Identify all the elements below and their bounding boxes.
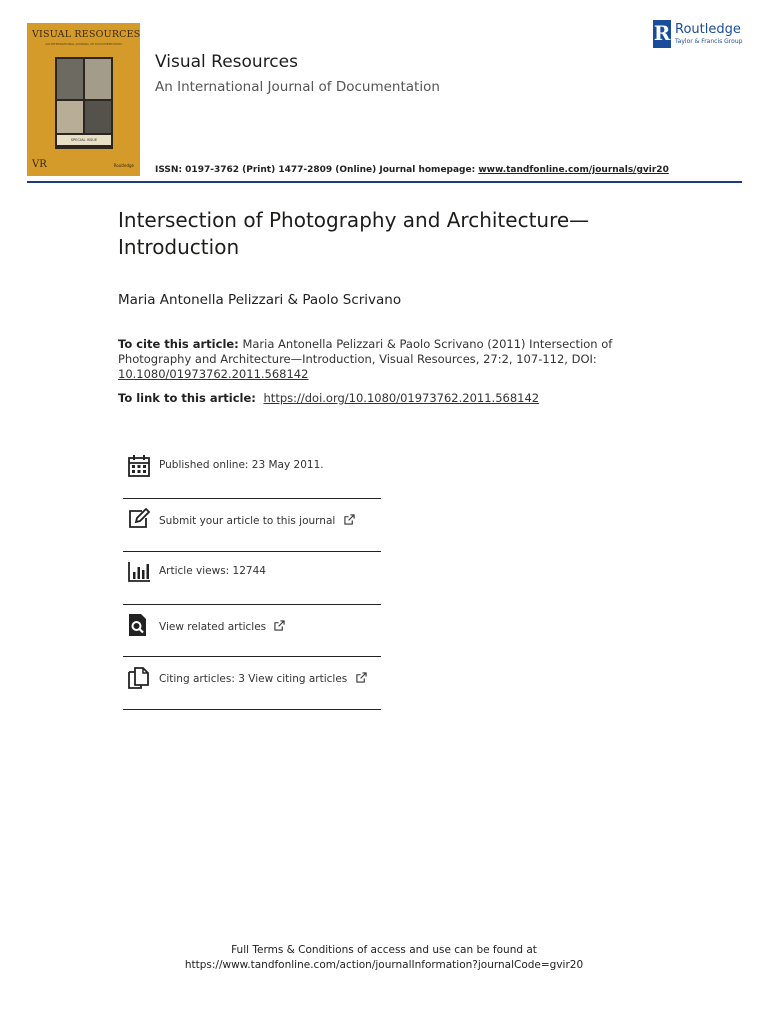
submit-article-link[interactable]	[159, 514, 355, 527]
article-doi-url[interactable]: https://doi.org/10.1080/01973762.2011.568142	[263, 391, 540, 405]
cover-publisher: Routledge	[113, 163, 134, 168]
journal-cover	[27, 23, 140, 176]
cover-logo: VR	[32, 159, 47, 170]
calendar-icon	[127, 454, 151, 478]
header-divider	[27, 181, 742, 183]
footer	[0, 943, 768, 973]
related-articles-link[interactable]	[159, 620, 285, 633]
article-title-line1: Intersection of Photography and Architecture—	[118, 208, 590, 232]
journal-homepage-link[interactable]: www.tandfonline.com/journals/gvir20	[478, 165, 669, 175]
cover-photos	[55, 57, 113, 149]
issn-text: ISSN: 0197-3762 (Print) 1477-2809 (Online) Journal homepage:	[155, 165, 476, 175]
citation-label: To cite this article:	[118, 337, 239, 351]
related-articles-label: View related articles	[159, 621, 267, 633]
edit-icon	[127, 507, 151, 531]
citing-documents-icon	[127, 665, 151, 689]
cover-photo	[57, 59, 83, 99]
citation-block	[118, 337, 638, 382]
article-authors: Maria Antonella Pelizzari & Paolo Scrivano	[118, 292, 402, 308]
publisher-name: Routledge	[675, 22, 741, 37]
citation-doi-link[interactable]: 10.1080/01973762.2011.568142	[118, 367, 309, 381]
cover-photo	[85, 101, 111, 133]
divider	[123, 604, 381, 605]
bar-chart-icon	[127, 560, 151, 584]
divider	[123, 551, 381, 552]
search-document-icon	[127, 613, 151, 637]
external-link-icon	[344, 514, 355, 525]
published-online: Published online: 23 May 2011.	[159, 459, 324, 471]
article-link-line	[118, 391, 539, 405]
publisher-group: Taylor & Francis Group	[675, 38, 743, 45]
routledge-mark-icon: R	[653, 20, 671, 48]
article-title	[118, 207, 678, 261]
citing-articles-link[interactable]	[159, 672, 367, 685]
cover-subtitle: AN INTERNATIONAL JOURNAL OF DOCUMENTATION	[45, 42, 122, 46]
divider	[123, 709, 381, 710]
cover-photo	[57, 101, 83, 133]
article-title-line2: Introduction	[118, 235, 240, 259]
citing-articles-label: Citing articles: 3 View citing articles	[159, 673, 348, 685]
journal-title: Visual Resources	[155, 52, 298, 72]
footer-terms: Full Terms & Conditions of access and use can be found at	[231, 944, 537, 956]
article-views: Article views: 12744	[159, 565, 266, 577]
divider	[123, 498, 381, 499]
article-link-label: To link to this article:	[118, 391, 256, 405]
external-link-icon	[274, 620, 285, 631]
submit-article-label: Submit your article to this journal	[159, 515, 336, 527]
divider	[123, 656, 381, 657]
cover-photo	[85, 59, 111, 99]
footer-terms-url[interactable]: https://www.tandfonline.com/action/journalInformation?journalCode=gvir20	[184, 959, 584, 971]
cover-title: VISUAL RESOURCES	[32, 29, 141, 40]
external-link-icon	[356, 672, 367, 683]
citation-text: Maria Antonella Pelizzari & Paolo Scrivano (2011) Intersection of Photography and Architecture—Introduction, Visual Resources, 27:2, 107-112, DOI:	[118, 337, 613, 366]
journal-subtitle: An International Journal of Documentation	[155, 79, 440, 95]
issn-line	[155, 165, 669, 175]
cover-photo-caption: SPECIAL ISSUE	[57, 135, 111, 145]
